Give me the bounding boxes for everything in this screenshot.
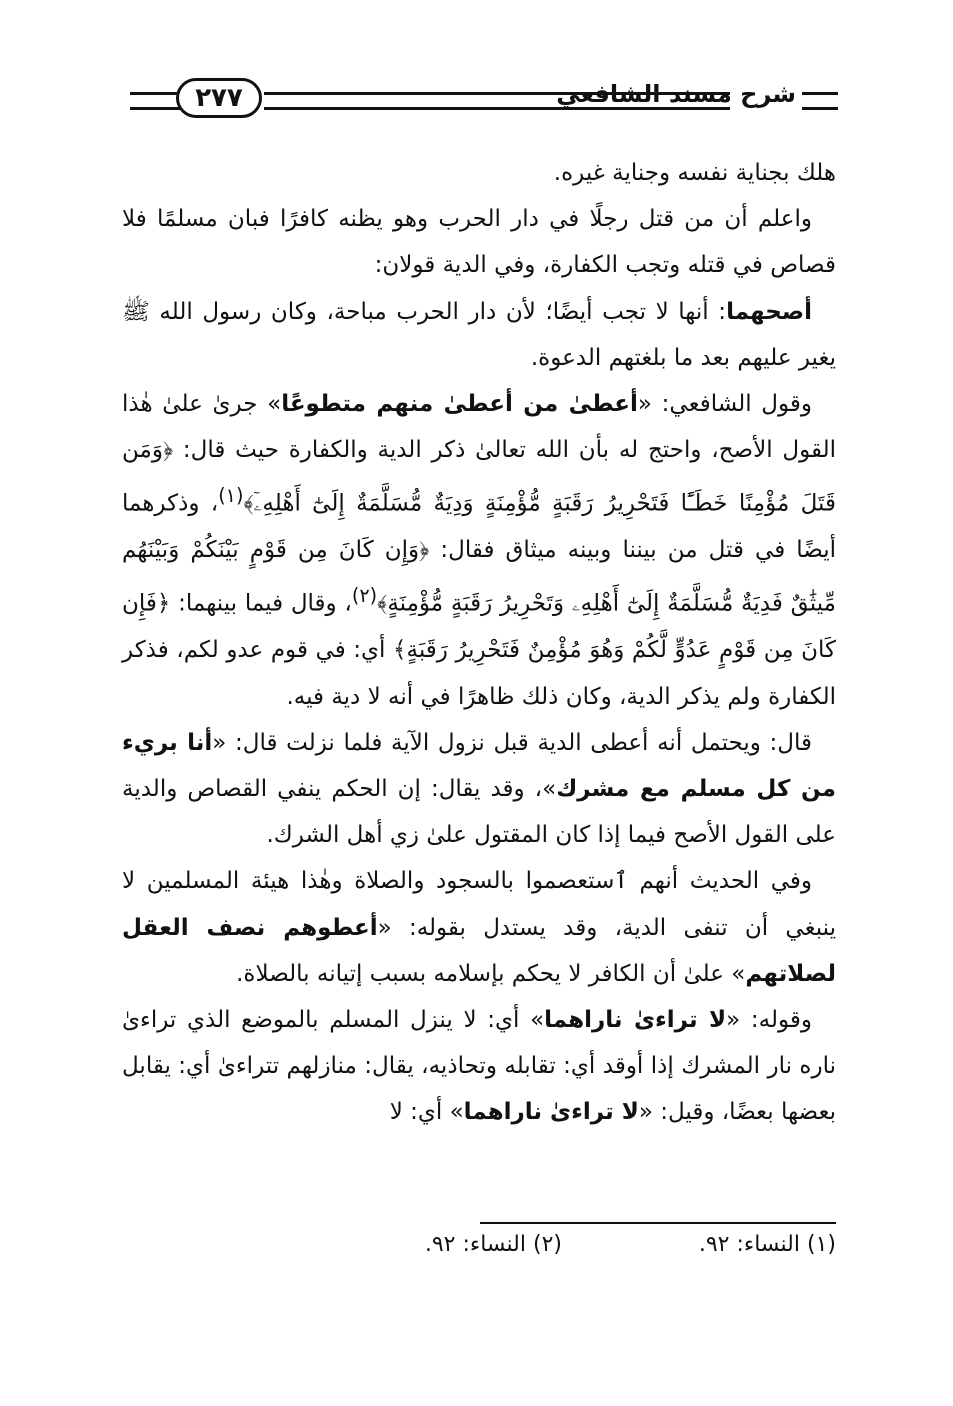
running-title: شرح مسند الشافعي bbox=[556, 80, 796, 108]
p7-hadith-2: لا تراءىٰ ناراهما bbox=[463, 1099, 639, 1126]
footnote-separator bbox=[480, 1222, 836, 1224]
p4-d: ، وقال فيما بينهما: bbox=[178, 591, 352, 618]
p3-rest: : أنها لا تجب أيضًا؛ لأن دار الحرب مباحة، وكان رسول الله ﷺ يغير عليهم بعد ما بلغتهم الدعوة. bbox=[122, 298, 836, 371]
footnote-ref-2: (٢) bbox=[351, 584, 378, 608]
header-rule-right bbox=[802, 92, 838, 110]
p5-a: قال: ويحتمل أنه أعطى الدية قبل نزول الآية فلما نزلت قال: « bbox=[212, 729, 812, 756]
p4-c: ، وذكرهما أيضًا في قتل من بيننا وبينه ميثاق فقال: bbox=[122, 491, 837, 564]
paragraph-3 bbox=[122, 289, 836, 381]
paragraph-4 bbox=[122, 381, 836, 720]
footnote-1: (١) النساء: ٩٢. bbox=[698, 1232, 836, 1257]
paragraph-1 bbox=[122, 150, 836, 196]
p3-bold: أصحهما bbox=[726, 298, 812, 325]
paragraph-2 bbox=[122, 196, 836, 288]
footnote-ref-1: (١) bbox=[218, 484, 244, 508]
p7-hadith-1: لا تراءىٰ ناراهما bbox=[544, 1006, 727, 1033]
p7-a: وقوله: « bbox=[726, 1006, 812, 1033]
paragraph-6 bbox=[122, 858, 836, 997]
p6-b: » علىٰ أن الكافر لا يحكم بإسلامه بسبب إتيانه بالصلاة. bbox=[236, 960, 746, 987]
p1-text: هلك بجناية نفسه وجناية غيره. bbox=[553, 160, 836, 186]
p7-b: » أي: لا ينزل المسلم بالموضع الذي تراءىٰ ناره نار المشرك إذا أوقد أي: تقابله وتحاذيه، يقال: منازلهم تتراءىٰ أي: يقابل بعضها بعضًا، وقيل: « bbox=[122, 1006, 836, 1126]
p4-b: » جرىٰ علىٰ هٰذا القول الأصح، واحتج له بأن الله تعالىٰ ذكر الدية والكفارة حيث قال: bbox=[122, 391, 836, 464]
paragraph-7 bbox=[122, 997, 836, 1136]
quran-verse-2: ﴿وَإِن كَانَ مِن قَوْمٍ بَيْنَكُمْ وَبَيْنَهُم مِّيثَٰقٌ فَدِيَةٌ مُّسَلَّمَةٌ إِلَىٰٓ أَهْلِهِۦ وَتَحْرِيرُ رَقَبَةٍ مُّؤْمِنَةٍ﴾ bbox=[122, 537, 836, 618]
page-number: ٢٧٧ bbox=[176, 78, 262, 118]
main-text bbox=[122, 150, 836, 1136]
page-header bbox=[120, 62, 838, 132]
footnote-2: (٢) النساء: ٩٢. bbox=[424, 1232, 562, 1257]
p5-b: »، وقد يقال: إن الحكم ينفي القصاص والدية على القول الأصح فيما إذا كان المقتول علىٰ زي أهل الشرك. bbox=[122, 775, 836, 849]
p6-a: وفي الحديث أنهم ٱستعصموا بالسجود والصلاة وهٰذا هيئة المسلمين لا ينبغي أن تنفى الدية، وقد يستدل بقوله: « bbox=[122, 868, 836, 941]
p7-c: » أي: لا bbox=[389, 1099, 464, 1126]
p5-hadith: أنا بريء من كل مسلم مع مشرك bbox=[122, 729, 836, 802]
quran-verse-1: ﴿وَمَن قَتَلَ مُؤْمِنًا خَطَـًٔا فَتَحْرِيرُ رَقَبَةٍ مُّؤْمِنَةٍ وَدِيَةٌ مُّسَلَّمَةٌ إِلَىٰٓ أَهْلِهِۦٓ﴾ bbox=[122, 437, 836, 518]
p2-text: واعلم أن من قتل رجلًا في دار الحرب وهو يظنه كافرًا فبان مسلمًا فلا قصاص في قتله وتجب الكفارة، وفي الدية قولان: bbox=[122, 206, 836, 279]
p4-a: وقول الشافعي: « bbox=[637, 391, 813, 418]
paragraph-5 bbox=[122, 720, 836, 859]
quran-verse-3: ﴿فَإِن كَانَ مِن قَوْمٍ عَدُوٍّ لَّكُمْ وَهُوَ مُؤْمِنٌ فَتَحْرِيرُ رَقَبَةٍ﴾ bbox=[122, 591, 837, 664]
p4-hadith: أعطىٰ من أعطىٰ منهم متطوعًا bbox=[281, 391, 638, 418]
p6-hadith: أعطوهم نصف العقل لصلاتهم bbox=[122, 914, 836, 987]
p4-e: أي: في قوم عدو لكم، فذكر الكفارة ولم يذكر الدية، وكان ذلك ظاهرًا في أنه لا دية فيه. bbox=[122, 637, 836, 710]
footnotes bbox=[300, 1232, 836, 1272]
